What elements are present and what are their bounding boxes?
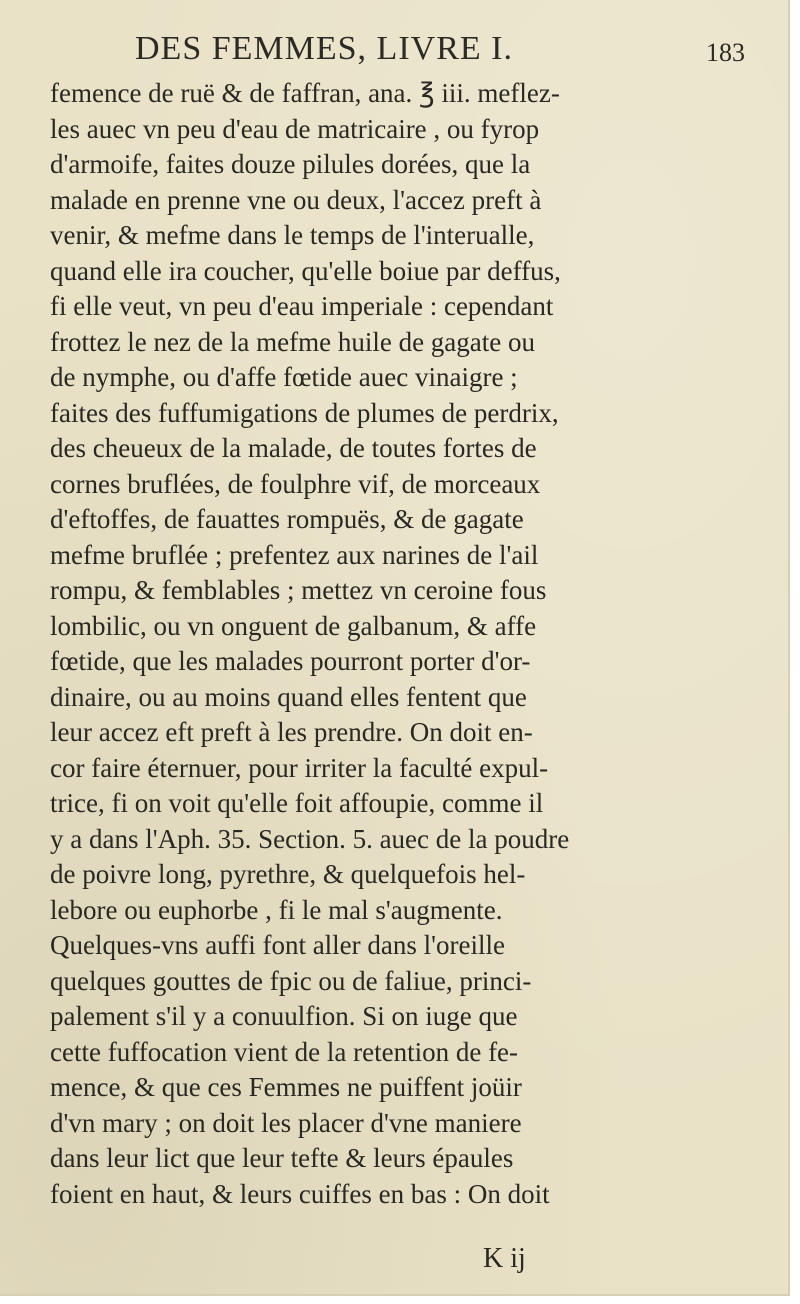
running-title: DES FEMMES, LIVRE I.: [135, 30, 513, 67]
text-line: fœtide, que les malades pourront porter d'or-: [50, 646, 531, 676]
text-line: venir, & mefme dans le temps de l'interualle,: [50, 220, 535, 250]
text-line: Quelques-vns auffi font aller dans l'oreille: [50, 930, 505, 960]
text-line: dinaire, ou au moins quand elles fentent que: [50, 681, 527, 712]
text-line: mefme bruflée ; prefentez aux narines de l'ail: [50, 539, 539, 570]
text-line: mence, & que ces Femmes ne puiffent joüir: [50, 1072, 522, 1102]
text-line: fi elle veut, vn peu d'eau imperiale : cependant: [50, 291, 554, 321]
text-line: leur accez eft preft à les prendre. On doit en-: [50, 717, 533, 747]
text-line: palement s'il y a conuulfion. Si on iuge que: [50, 1001, 518, 1031]
text-line: cette fuffocation vient de la retention de fe-: [50, 1036, 519, 1067]
text-line: foient en haut, & leurs cuiffes en bas : On doit: [50, 1178, 550, 1209]
text-line: femence de ruë & de faffran, ana. ℥ iii. meflez-: [50, 78, 560, 108]
text-line: quand elle ira coucher, qu'elle boiue par deffus,: [50, 255, 561, 286]
text-line: trice, fi on voit qu'elle foit affoupie, comme il: [50, 788, 544, 818]
text-line: y a dans l'Aph. 35. Section. 5. auec de la poudre: [50, 823, 570, 854]
text-line: faites des fuffumigations de plumes de perdrix,: [50, 397, 559, 428]
text-line: frottez le nez de la mefme huile de gagate ou: [50, 326, 536, 357]
text-line: rompu, & femblables ; mettez vn ceroine fous: [50, 575, 547, 605]
page-number: 183: [706, 38, 745, 67]
signature-mark: K ij: [483, 1243, 526, 1274]
text-line: d'armoife, faites douze pilules dorées, que la: [50, 149, 531, 179]
text-line: cor faire éternuer, pour irriter la faculté expul-: [50, 752, 549, 783]
text-line: cornes bruflées, de foulphre vif, de morceaux: [50, 468, 541, 499]
text-line: quelques gouttes de fpic ou de faliue, princi-: [50, 965, 532, 996]
page-header: [0, 30, 790, 76]
text-line: lombilic, ou vn onguent de galbanum, & affe: [50, 610, 537, 641]
text-line: d'eftoffes, de fauattes rompuës, & de gagate: [50, 504, 524, 534]
text-line: les auec vn peu d'eau de matricaire , ou fyrop: [50, 113, 540, 144]
text-line: d'vn mary ; on doit les placer d'vne maniere: [50, 1107, 522, 1138]
body-text: [50, 76, 632, 1212]
text-line: de nymphe, ou d'affe fœtide auec vinaigre ;: [50, 362, 518, 392]
text-line: lebore ou euphorbe , fi le mal s'augmente.: [50, 894, 503, 925]
page-footer: [0, 1243, 790, 1283]
text-line: des cheueux de la malade, de toutes fortes de: [50, 433, 537, 463]
text-line: de poivre long, pyrethre, & quelquefois hel-: [50, 859, 526, 889]
text-line: dans leur lict que leur tefte & leurs épaules: [50, 1143, 514, 1173]
text-line: malade en prenne vne ou deux, l'accez preft à: [50, 184, 542, 215]
